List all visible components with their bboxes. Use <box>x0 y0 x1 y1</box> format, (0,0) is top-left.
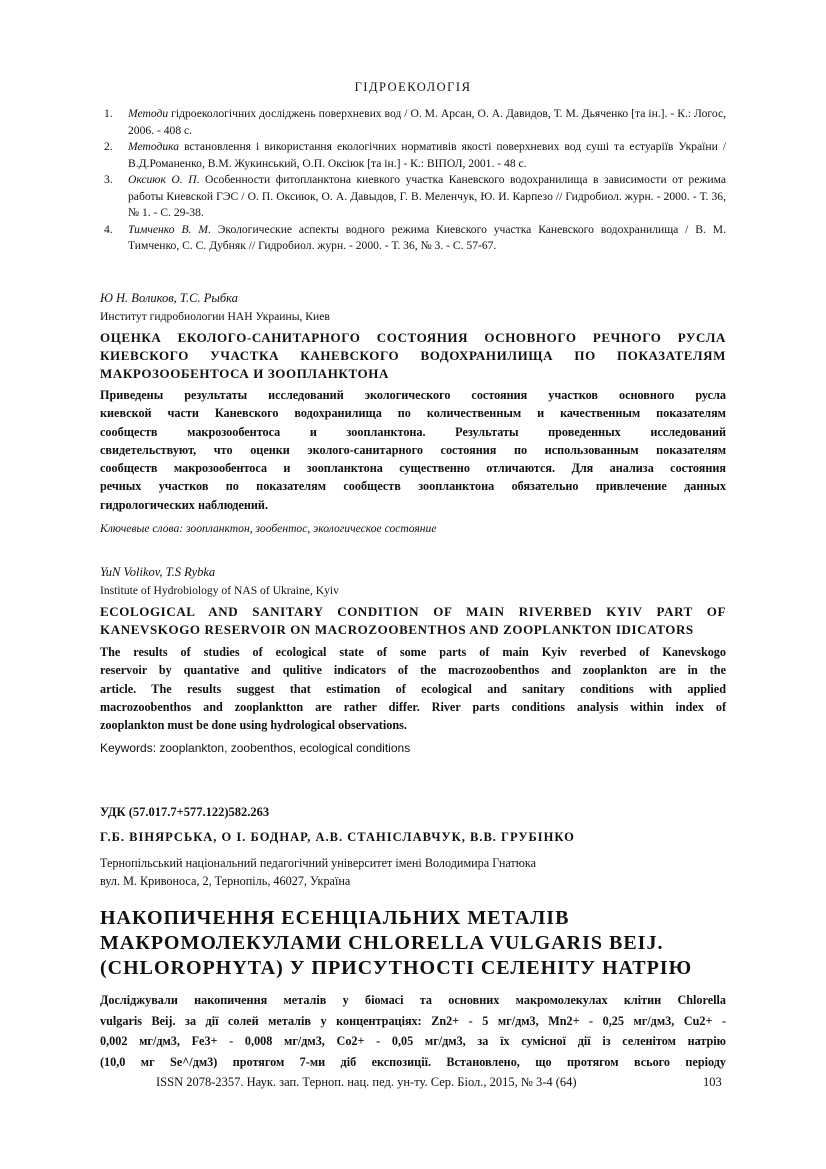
en-abstract: The results of studies of ecological state of some parts of main Kyiv reverbed of Kanevskogo reservoir by quantative and qulitive indicators of the macrozoobenthos and zooplankton are in the article. The results suggest that estimation of ecological and sanitary conditions with applied macrozoobenthos and zooplanktton are rather differ. River parts conditions analysis within index of zooplankton must be done using hydrological observations. <box>100 645 726 733</box>
running-head: ГІДРОЕКОЛОГІЯ <box>354 80 472 94</box>
en-authors: YuN Volikov, T.S Rybka <box>100 565 216 579</box>
ua-article-title: НАКОПИЧЕННЯ ЕСЕНЦІАЛЬНИХ МЕТАЛІВ МАКРОМОЛЕКУЛАМИ CHLORELLA VULGARIS BEIJ. (CHLOROPHYTA) У ПРИСУТНОСТІ СЕЛЕНІТУ НАТРІЮ <box>100 907 693 979</box>
page-number: 103 <box>703 1075 722 1089</box>
ru-abstract: Приведены результаты исследований экологического состояния участков основного русла киевской части Каневского водохранилища по количественным и качественным показателям сообществ макрозообентоса и зоопланктона. Результаты проведенных исследований свидетельствуют, что оценки эколого-санитарного состояния по использованным показателям сообществ макрозообентоса и зоопланктона существенно отличаются. Для анализа состояния речных участков по показателям сообществ зоопланктона обязательно привлечение данных гидрологических наблюдений. <box>100 388 726 512</box>
reference-item: 2. Методика встановлення і використання екологічних нормативів якості поверхневих вод суші та естуаріїв України / В.Д.Романенко, В.М. Жукинський, О.П. Оксіюк [та ін.] - К.: ВІПОЛ, 2001. - 48 с. <box>104 140 726 170</box>
reference-list <box>104 106 726 255</box>
journal-citation: ISSN 2078-2357. Наук. зап. Терноп. нац. пед. ун-ту. Сер. Біол., 2015, № 3-4 (64) <box>156 1075 577 1089</box>
reference-item: 1. Методи гідроекологічних досліджень поверхневих вод / О. М. Арсан, О. А. Давидов, Т. М. Дьяченко [та ін.]. - К.: Логос, 2006. - 408 с. <box>104 107 726 137</box>
ua-institution: Тернопільський національний педагогічний університет імені Володимира Гнатюка вул. М. Кривоноса, 2, Тернопіль, 46027, Україна <box>100 856 537 888</box>
en-institution: Institute of Hydrobiology of NAS of Ukraine, Kyiv <box>100 584 339 597</box>
udk-code: УДК (57.017.7+577.122)582.263 <box>100 805 270 819</box>
reference-item: 4. Тимченко В. М. Экологические аспекты водного режима Киевского участка Каневского водохранилища / В. М. Тимченко, С. С. Дубняк // Гидробиол. журн. - 2000. - Т. 36, № 3. - С. 57-67. <box>104 222 727 252</box>
ru-keywords: Ключевые слова: зоопланктон, зообентос, экологическое состояние <box>100 522 437 535</box>
en-article-title: ECOLOGICAL AND SANITARY CONDITION OF MAIN RIVERBED KYIV PART OF KANEVSKOGO RESERVOIR ON MACROZOOBENTHOS AND ZOOPLANKTON IDICATORS <box>100 604 726 637</box>
ru-authors: Ю Н. Воликов, Т.С. Рыбка <box>100 291 238 305</box>
ua-authors: Г.Б. ВІНЯРСЬКА, О І. БОДНАР, А.В. СТАНІСЛАВЧУК, В.В. ГРУБІНКО <box>100 830 575 844</box>
ru-institution: Институт гидробиологии НАН Украины, Киев <box>100 310 330 323</box>
ru-article-title: ОЦЕНКА ЕКОЛОГО-САНИТАРНОГО СОСТОЯНИЯ ОСНОВНОГО РЕЧНОГО РУСЛА КИЕВСКОГО УЧАСТКА КАНЕВСКОГО ВОДОХРАНИЛИЩА ПО ПОКАЗАТЕЛЯМ МАКРОЗООБЕНТОСА И ЗООПЛАНКТОНА <box>100 330 726 381</box>
reference-item: 3. Оксиюк О. П. Особенности фитопланктона киевкого участка Каневского водохранилища в зависимости от режима работы Киевской ГЭС / О. П. Оксиюк, О. А. Давыдов, Г. В. Меленчук, Ю. И. Карпезо // Гидробиол. журн. - 2000. - Т. 36, № 1. - С. 29-38. <box>104 173 726 219</box>
en-keywords: Keywords: zooplankton, zoobenthos, ecological conditions <box>100 741 411 755</box>
ua-abstract: Досліджували накопичення металів у біомасі та основних макромолекулах клітин Chlorella vulgaris Beij. за дії солей металів у концентраціях: Zn2+ - 5 мг/дм3, Mn2+ - 0,25 мг/дм3, Cu2+ - 0,002 мг/дм3, Fe3+ - 0,008 мг/дм3, Co2+ - 0,05 мг/дм3, за їх сумісної дії із селенітом натрію (10,0 мг Se^/дм3) протягом 7-ми діб експозиції. Встановлено, що протягом всього періоду <box>100 993 726 1069</box>
